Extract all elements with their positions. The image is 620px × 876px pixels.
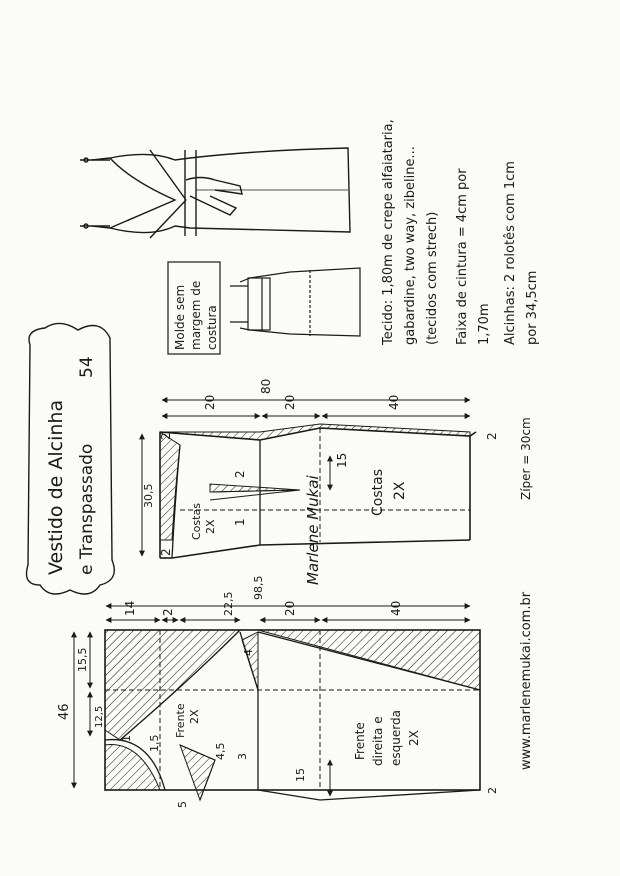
front-small-label-2: 2X [188, 709, 201, 724]
front-seg-14: 14 [123, 600, 137, 616]
dress-sketch-small [230, 268, 360, 336]
fabric-notes [381, 119, 540, 346]
belt-line-2: 1,70m [477, 303, 492, 345]
back-seg-c: 40 [387, 394, 401, 410]
back-main-label-1: Costas [370, 469, 386, 516]
zipper-note: Zíper = 30cm [519, 417, 533, 500]
front-dim-5: 5 [176, 801, 189, 808]
back-small-label-2: 2X [204, 519, 217, 534]
signature: Marlene Mukai [304, 475, 322, 585]
belt-line-1: Faixa de cintura = 4cm por [455, 168, 470, 345]
front-dim-15-5: 15,5 [76, 647, 89, 672]
back-corner-2c: 2 [159, 548, 173, 556]
front-main-label-3: esquerda [389, 710, 403, 766]
straps-line-1: Alcinhas: 2 rolotês com 1cm [503, 161, 518, 345]
front-small-label-1: Frente [174, 703, 187, 738]
front-dim-1-5: 1,5 [148, 734, 161, 752]
fabric-line-2: gabardine, two way, zibeline... [403, 146, 418, 345]
front-corner-2: 2 [486, 787, 499, 794]
front-top-width: 98,5 [252, 575, 265, 600]
front-seg-22-5: 22,5 [222, 591, 235, 616]
front-main-label-1: Frente [353, 722, 367, 760]
mold-note-1: Molde sem [173, 284, 187, 350]
back-total-width: 80 [259, 378, 273, 394]
back-corner-2b: 2 [159, 432, 173, 440]
fabric-line-1: Tecido: 1,80m de crepe alfaiataria, [381, 119, 396, 345]
front-dim-12-5: 12,5 [94, 705, 105, 728]
title-line1: Vestido de Alcinha [45, 399, 67, 575]
back-dart-2: 2 [233, 470, 247, 478]
front-piece [74, 606, 480, 800]
front-dim-4: 4 [242, 649, 255, 656]
title-size: 54 [77, 356, 97, 378]
mold-note-3: costura [205, 305, 219, 350]
back-side-height: 30,5 [142, 483, 155, 508]
back-dart-1: 1 [233, 518, 247, 526]
back-seg-b: 20 [283, 394, 297, 410]
front-dim-1: 1 [120, 735, 133, 742]
front-seg-40: 40 [389, 600, 403, 616]
back-main-label-2: 2X [392, 481, 408, 500]
website: www.marlenemukai.com.br [519, 591, 534, 770]
front-seg-20: 20 [283, 600, 297, 616]
front-height-46: 46 [57, 703, 72, 720]
front-seg-2: 2 [161, 608, 175, 616]
front-main-label-2: direita e [371, 716, 385, 766]
back-seg-a: 20 [203, 394, 217, 410]
back-small-label-1: Costas [190, 503, 203, 540]
front-dim-15: 15 [294, 768, 307, 782]
back-corner-2a: 2 [485, 432, 499, 440]
front-dim-3: 3 [236, 753, 249, 760]
back-dim-15: 15 [335, 452, 349, 468]
title-line2: e Transpassado [77, 443, 97, 575]
title-cloud [27, 323, 115, 594]
mold-note [168, 262, 220, 354]
front-dim-4-5: 4,5 [214, 742, 227, 760]
front-main-label-4: 2X [407, 730, 421, 746]
straps-line-2: por 34,5cm [525, 270, 540, 345]
mold-note-2: margem de [189, 280, 203, 350]
dress-sketch-large [80, 148, 350, 238]
fabric-line-3: (tecidos com strech) [425, 211, 440, 345]
